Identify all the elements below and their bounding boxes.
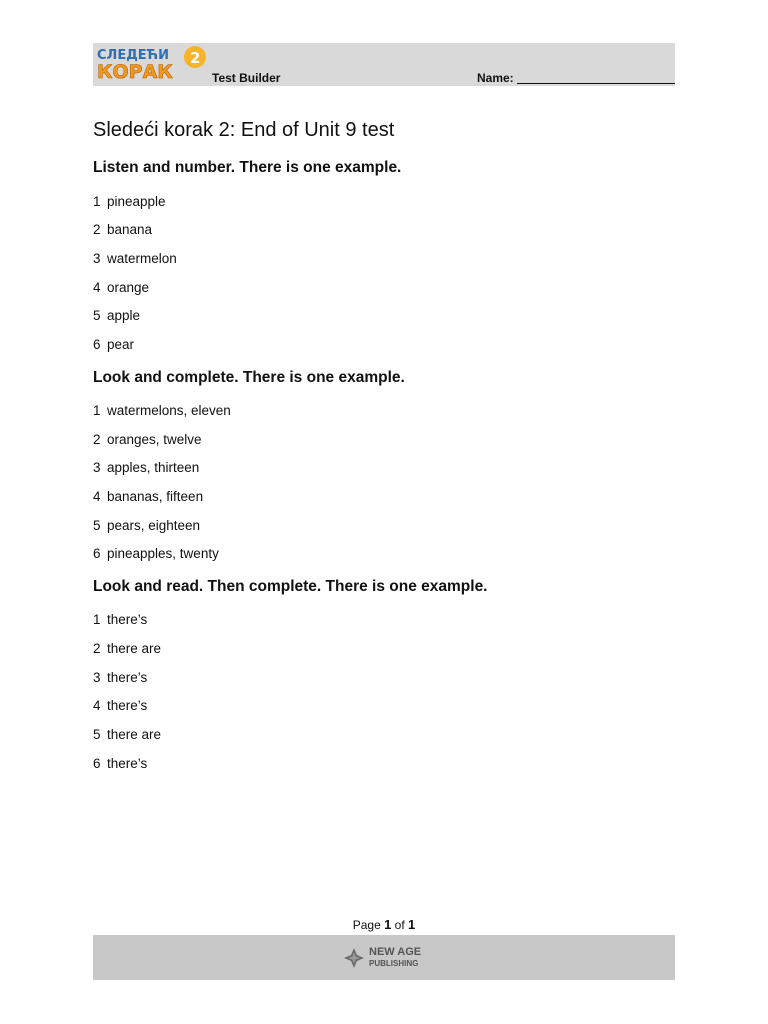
list-item bbox=[93, 546, 219, 561]
list-item bbox=[93, 251, 177, 266]
item-text: banana bbox=[107, 222, 153, 237]
item-number: 1 bbox=[93, 194, 101, 209]
header-bar bbox=[93, 43, 675, 86]
page-title: Sledeći korak 2: End of Unit 9 test bbox=[93, 119, 395, 141]
item-text: there’s bbox=[107, 698, 148, 713]
item-text: there are bbox=[107, 727, 162, 742]
item-text: watermelons, eleven bbox=[107, 403, 231, 418]
item-number: 5 bbox=[93, 518, 101, 533]
item-text: apples, thirteen bbox=[107, 460, 200, 475]
item-text: orange bbox=[107, 280, 150, 295]
item-text: pear bbox=[107, 337, 135, 352]
item-number: 5 bbox=[93, 308, 101, 323]
item-number: 2 bbox=[93, 432, 101, 447]
page-of: of bbox=[394, 918, 405, 932]
list-item bbox=[93, 756, 147, 771]
list-item bbox=[93, 670, 147, 685]
section-heading-2: Look and complete. There is one example. bbox=[93, 369, 405, 386]
item-number: 5 bbox=[93, 727, 101, 742]
list-item bbox=[93, 222, 152, 237]
list-item bbox=[93, 432, 202, 447]
item-number: 4 bbox=[93, 280, 101, 295]
list-item bbox=[93, 460, 199, 475]
logo-line2: КОРАК bbox=[97, 61, 173, 83]
list-item bbox=[93, 612, 147, 627]
list-item bbox=[93, 194, 166, 209]
section-heading-1: Listen and number. There is one example. bbox=[93, 159, 402, 176]
item-number: 2 bbox=[93, 641, 101, 656]
brand-logo bbox=[95, 44, 207, 84]
item-text: pears, eighteen bbox=[107, 518, 201, 533]
list-item bbox=[93, 337, 134, 352]
list-item bbox=[93, 280, 149, 295]
item-text: apple bbox=[107, 308, 141, 323]
publisher-name-line2: PUBLISHING bbox=[369, 959, 419, 968]
logo-badge-number: 2 bbox=[190, 49, 201, 67]
item-text: there’s bbox=[107, 670, 148, 685]
page-prefix: Page bbox=[352, 918, 381, 932]
list-item bbox=[93, 403, 231, 418]
list-item bbox=[93, 518, 200, 533]
name-field-line[interactable] bbox=[517, 83, 675, 84]
item-number: 1 bbox=[93, 403, 101, 418]
item-text: there’s bbox=[107, 756, 148, 771]
item-number: 6 bbox=[93, 756, 101, 771]
item-text: pineapple bbox=[107, 194, 166, 209]
name-label: Name: bbox=[477, 71, 514, 85]
item-number: 3 bbox=[93, 460, 101, 475]
item-text: oranges, twelve bbox=[107, 432, 202, 447]
item-text: there’s bbox=[107, 612, 148, 627]
test-builder-label: Test Builder bbox=[212, 71, 281, 85]
list-item bbox=[93, 641, 161, 656]
publisher-logo bbox=[343, 944, 421, 972]
list-item bbox=[93, 489, 203, 504]
item-text: bananas, fifteen bbox=[107, 489, 204, 504]
item-number: 3 bbox=[93, 251, 101, 266]
item-number: 4 bbox=[93, 489, 101, 504]
publisher-name-line1: NEW AGE bbox=[369, 946, 422, 958]
list-item bbox=[93, 698, 147, 713]
list-item bbox=[93, 308, 140, 323]
item-number: 2 bbox=[93, 222, 101, 237]
publisher-logo-icon bbox=[343, 947, 365, 969]
page-current: 1 bbox=[384, 917, 392, 932]
item-text: watermelon bbox=[107, 251, 177, 266]
logo-line1: СЛЕДЕЋИ bbox=[97, 48, 169, 63]
item-text: pineapples, twenty bbox=[107, 546, 219, 561]
item-number: 1 bbox=[93, 612, 101, 627]
item-number: 3 bbox=[93, 670, 101, 685]
item-text: there are bbox=[107, 641, 162, 656]
section-heading-3: Look and read. Then complete. There is one example. bbox=[93, 578, 488, 595]
page-number bbox=[0, 917, 768, 932]
page-total: 1 bbox=[408, 917, 416, 932]
item-number: 6 bbox=[93, 337, 101, 352]
footer-bar bbox=[93, 935, 675, 980]
item-number: 4 bbox=[93, 698, 101, 713]
item-number: 6 bbox=[93, 546, 101, 561]
list-item bbox=[93, 727, 161, 742]
